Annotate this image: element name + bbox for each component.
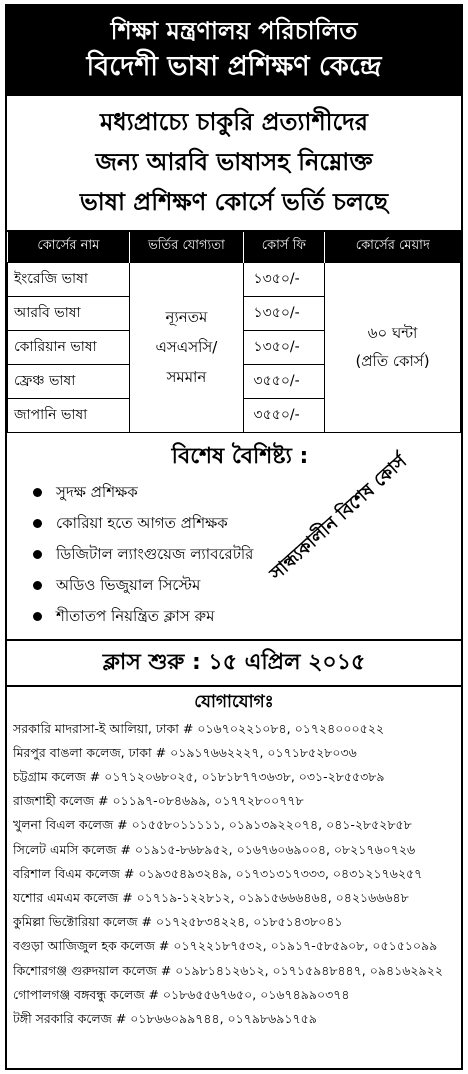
contact-row: সিলেট এমসি কলেজ # ০১৯১৫-৮৬৮৯৫২, ০১৬৭৬০৬৯০০৪, ০৮২১৭৬০৭২৬ — [13, 841, 416, 857]
contact-title: যোগাযোগঃ — [194, 691, 274, 712]
features-section — [7, 433, 461, 641]
header-duration: কোর্সের মেয়াদ — [325, 232, 461, 262]
feature-text: অডিও ভিজুয়াল সিস্টেম — [56, 575, 201, 594]
features-list — [27, 477, 453, 632]
duration-cell — [325, 262, 461, 432]
contact-list — [7, 717, 461, 1032]
ad-frame — [5, 4, 463, 1070]
contact-row: সরকারি মাদরাসা-ই আলিয়া, ঢাকা # ০১৬৭০২২১০৮৪, ০১৭২৪০০০৫২২ — [13, 720, 384, 736]
eligibility-cell — [130, 262, 243, 432]
course-name: ইংরেজি ভাষা — [8, 262, 130, 296]
eligibility-line-2: এসএসসি/ — [155, 338, 218, 356]
course-name: ফ্রেঞ্চ ভাষা — [8, 364, 130, 398]
course-name: জাপানি ভাষা — [8, 398, 130, 432]
list-item — [27, 539, 453, 570]
course-fee: ১৩৫০/- — [243, 296, 325, 330]
course-table-header — [8, 232, 461, 262]
contact-row: চট্টগ্রাম কলেজ # ০১৭১২০৬৮০২৫, ০১৮১৮৭৭৩৬৩৮, ০৩১-২৮৫৫৩৮৯ — [13, 768, 385, 784]
contact-row: কিশোরগঞ্জ গুরুদয়াল কলেজ # ০১৯৮১৪১২৬১২, ০১৭১৫৯৪৮৪৪৭, ০৯৪১৬২৯২২ — [13, 962, 443, 978]
course-name: আরবি ভাষা — [8, 296, 130, 330]
contact-row: গোপালগঞ্জ বঙ্গবন্ধু কলেজ # ০১৮৬৫৫৬৭৬৫০, ০১৬৭৪৯৯০৩৭৪ — [13, 986, 350, 1002]
contact-row: মিরপুর বাঙলা কলেজ, ঢাকা # ০১৯১৭৬৬২২২৭, ০১৭১৮৫২৮০৩৬ — [13, 744, 357, 760]
contact-row: টঙ্গী সরকারি কলেজ # ০১৮৬৬০৯৯৭৪৪, ০১৭৯৮৬৯১৭৫৯ — [13, 1010, 317, 1026]
course-table — [7, 232, 461, 433]
bullet-icon — [33, 550, 42, 559]
contact-row: বরিশাল বিএম কলেজ # ০১৯৩৫৪৯৩২৪৯, ০১৭৩১৩১৭৩৩৩, ০৪৩১২১৭৬২৫৭ — [13, 865, 423, 881]
eligibility-line-3: সমমান — [166, 368, 207, 386]
course-fee: ১৩৫০/- — [243, 330, 325, 364]
features-title: বিশেষ বৈশিষ্ট্য : — [171, 443, 309, 469]
feature-text: কোরিয়া হতে আগত প্রশিক্ষক — [56, 513, 228, 532]
feature-text: শীতাতপ নিয়ন্ত্রিত ক্লাস রুম — [56, 606, 215, 625]
contact-row: বগুড়া আজিজুল হক কলেজ # ০১৭২২১৮৭৫৩২, ০১৯১৭-৫৮৫৯০৮, ০৫১৫১০৯৯ — [13, 938, 438, 954]
table-row — [8, 262, 461, 296]
course-fee: ১৩৫০/- — [243, 262, 325, 296]
header-eligibility: ভর্তির যোগ্যতা — [130, 232, 243, 262]
evening-course-stamp: সান্ধ্যকালীন বিশেষ কোর্স — [265, 450, 411, 585]
list-item — [27, 601, 453, 632]
intro-line-3: ভাষা প্রশিক্ষণ কোর্সে ভর্তি চলছে — [79, 188, 389, 216]
duration-line-1: ৬০ ঘন্টা — [367, 324, 418, 342]
intro-text — [7, 96, 461, 232]
bullet-icon — [33, 488, 42, 497]
course-fee: ৩৫৫০/- — [243, 364, 325, 398]
bullet-icon — [33, 519, 42, 528]
list-item — [27, 570, 453, 601]
course-name: কোরিয়ান ভাষা — [8, 330, 130, 364]
feature-text: ডিজিটাল ল্যাংগুয়েজ ল্যাবরেটরি — [56, 544, 254, 563]
header-course-name: কোর্সের নাম — [8, 232, 130, 262]
course-fee: ৩৫৫০/- — [243, 398, 325, 432]
eligibility-line-1: ন্যূনতম — [165, 308, 208, 326]
contact-row: যশোর এমএম কলেজ # ০১৭১৯-১২২৮১২, ০১৯১৫৬৬৬৪৬৪, ০৪২১৬৬৬৪৮ — [13, 889, 409, 905]
list-item — [27, 508, 453, 539]
intro-line-2: জন্য আরবি ভাষাসহ নিম্নোক্ত — [95, 148, 373, 176]
contact-row: কুমিল্লা ভিক্টোরিয়া কলেজ # ০১৭২৫৮৩৪২২৪, ০১৮৫১৪৩৮০৪১ — [13, 914, 343, 930]
header-line-1: শিক্ষা মন্ত্রণালয় পরিচালিত — [110, 17, 358, 45]
contact-row: খুলনা বিএল কলেজ # ০১৫৫৮০১১১১১, ০১৯১৩৯২২০৭৪, ০৪১-২৮৫২৮৫৮ — [13, 817, 412, 833]
duration-line-2: (প্রতি কোর্স) — [355, 352, 430, 370]
header-course-fee: কোর্স ফি — [243, 232, 325, 262]
contact-row: রাজশাহী কলেজ # ০১১৯৭-০৮৪৬৯৯, ০১৭৭২৮০০৭৭৮ — [13, 793, 304, 809]
header-banner — [7, 6, 461, 96]
bullet-icon — [33, 581, 42, 590]
bullet-icon — [33, 612, 42, 621]
intro-line-1: মধ্যপ্রাচ্যে চাকুরি প্রত্যাশীদের — [99, 108, 368, 136]
class-start: ক্লাস শুরু : ১৫ এপ্রিল ২০১৫ — [7, 641, 461, 687]
header-line-2: বিদেশী ভাষা প্রশিক্ষণ কেন্দ্রে — [86, 51, 382, 82]
feature-text: সুদক্ষ প্রশিক্ষক — [56, 482, 138, 501]
